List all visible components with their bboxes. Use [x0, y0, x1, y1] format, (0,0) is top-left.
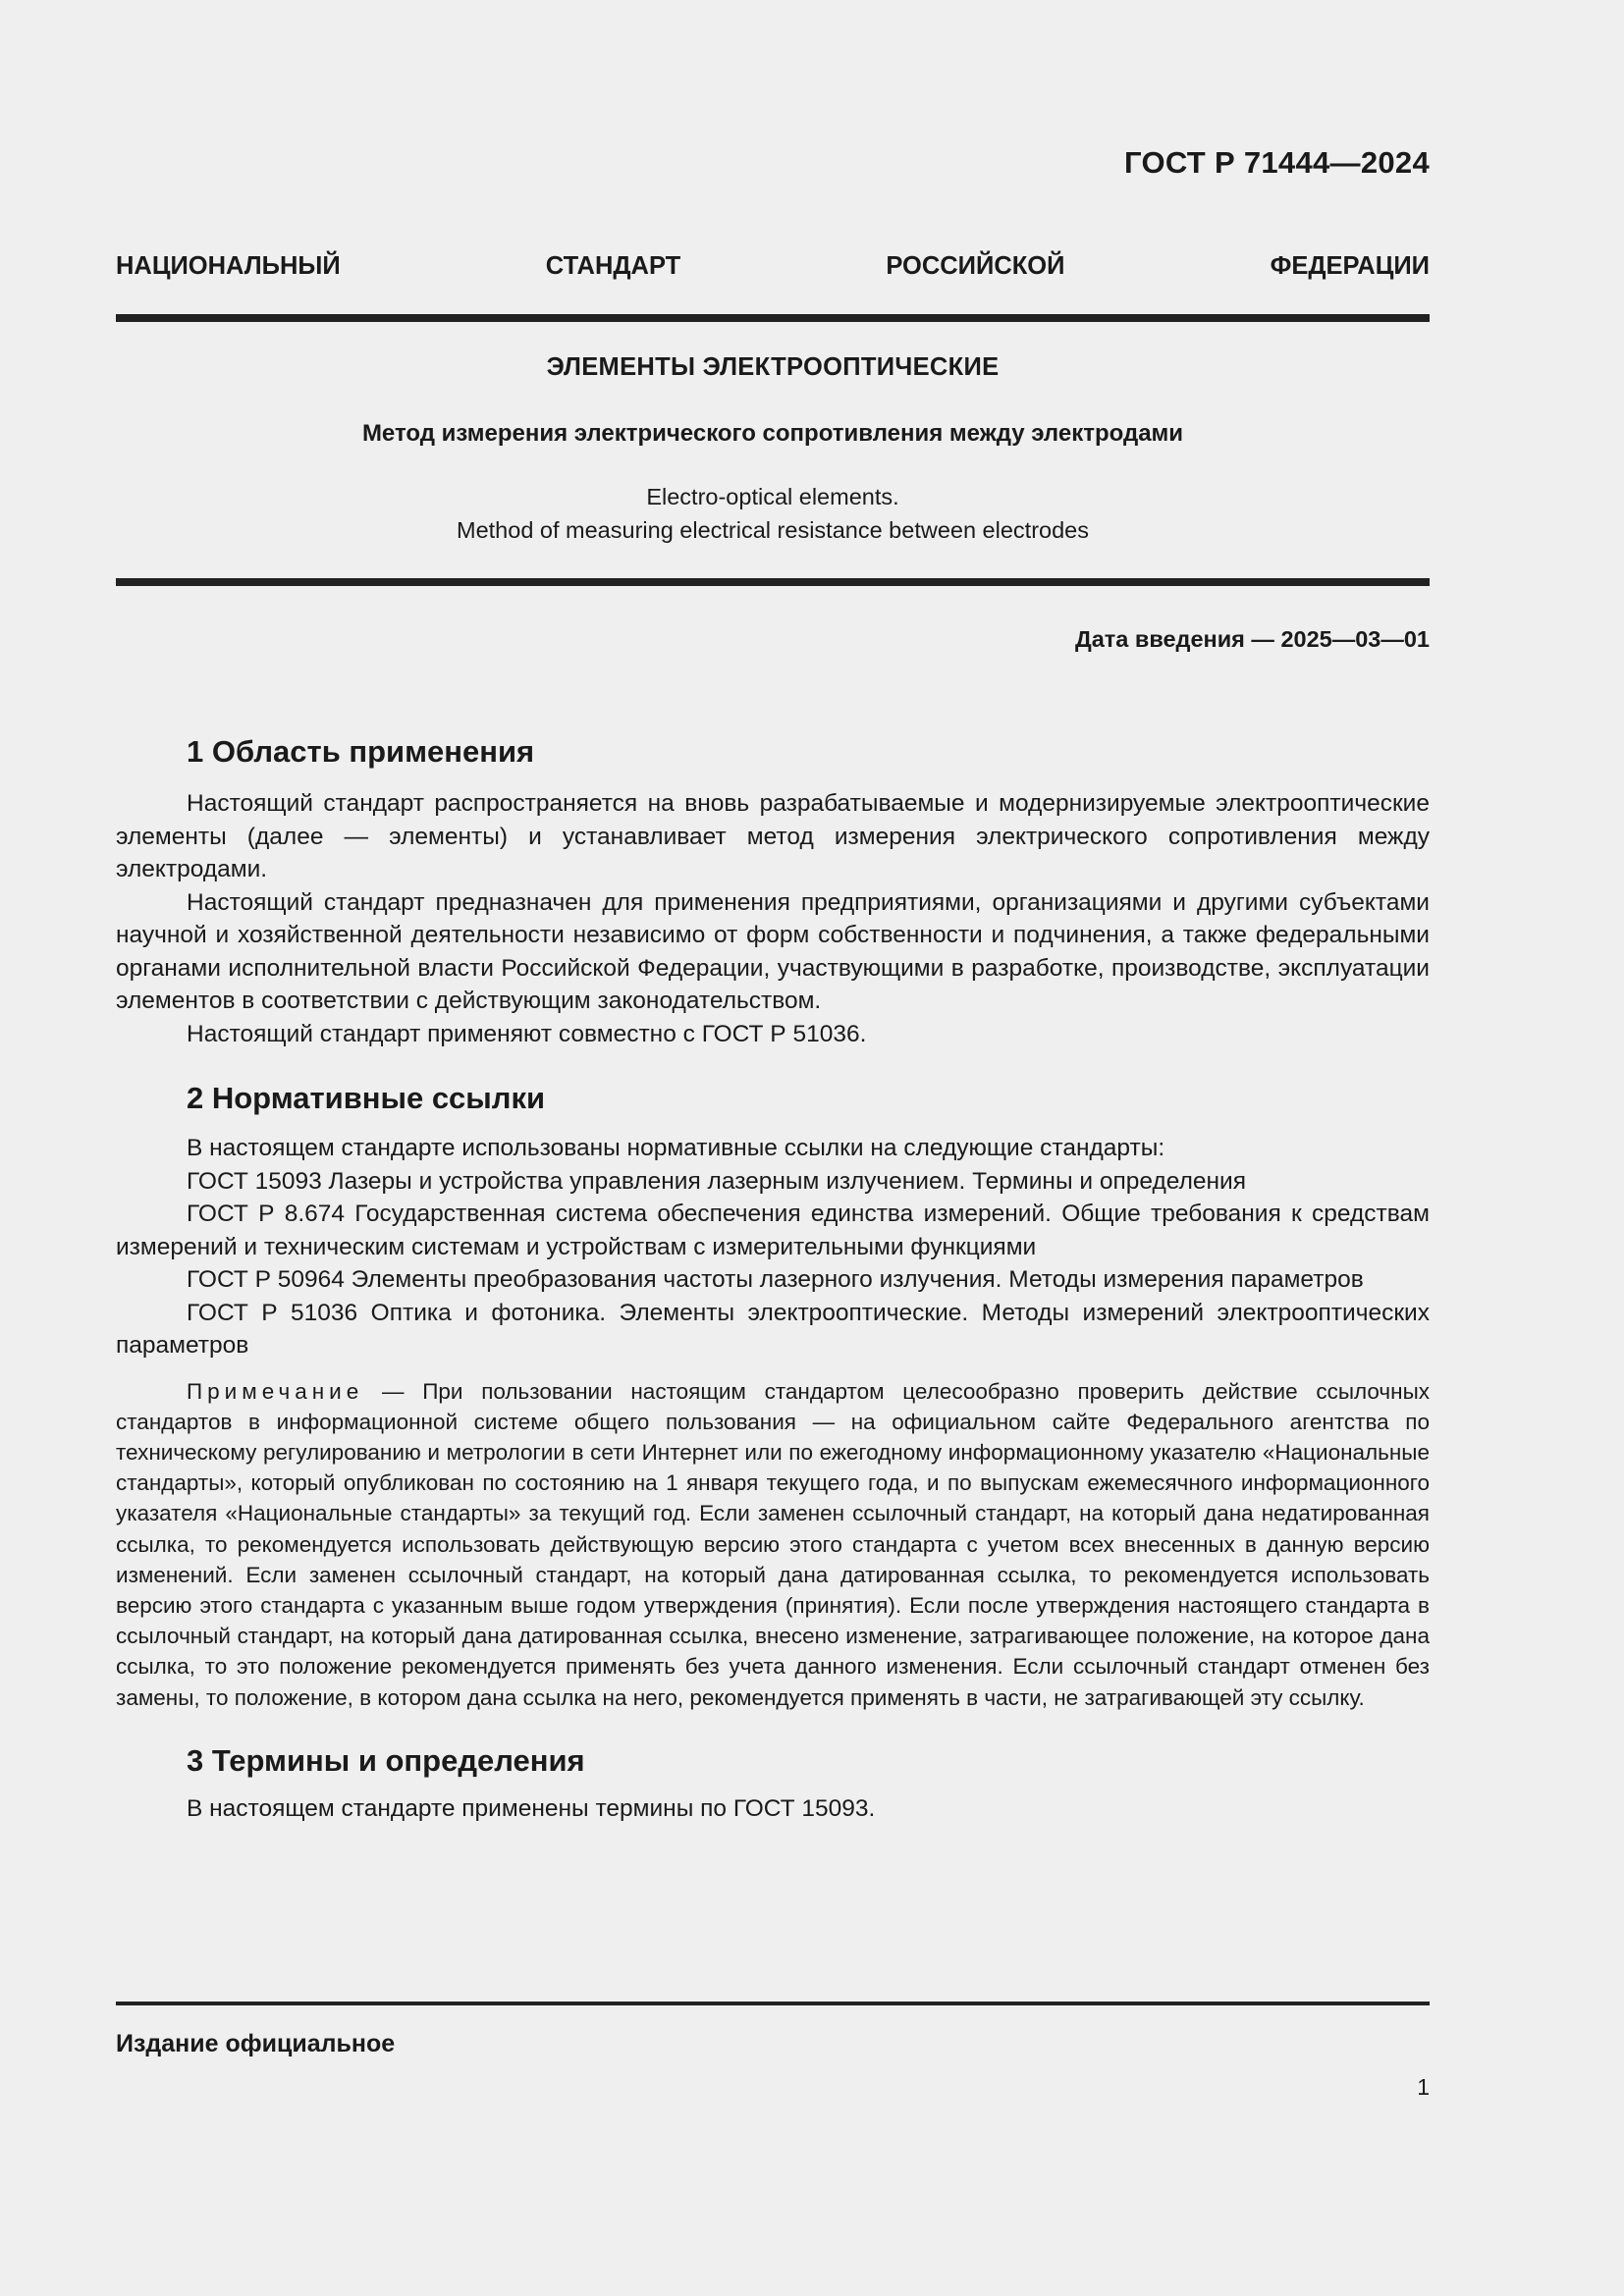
paragraph: В настоящем стандарте использованы нормативные ссылки на следующие стандарты:: [187, 1135, 1165, 1161]
document-title: ЭЛЕМЕНТЫ ЭЛЕКТРООПТИЧЕСКИЕ: [546, 353, 1000, 381]
note: [116, 1376, 1430, 1713]
document-body: [116, 730, 1430, 1825]
english-title-line-2: Method of measuring electrical resistance between electrodes: [457, 517, 1089, 543]
section-heading: 1 Область применения: [187, 734, 535, 769]
document-subtitle: Метод измерения электрического сопротивления между электродами: [361, 420, 1184, 447]
english-title: [116, 480, 1430, 547]
top-divider: [116, 314, 1430, 322]
english-title-line-1: Electro-optical elements.: [646, 484, 899, 509]
document-page: [116, 0, 1430, 2296]
introduction-date: Дата введения — 2025—03—01: [1074, 626, 1430, 652]
section-heading: 3 Термины и определения: [187, 1742, 585, 1778]
note-label: Примечание: [187, 1378, 364, 1404]
paragraph: Настоящий стандарт применяют совместно с ГОСТ Р 51036.: [187, 1020, 867, 1047]
reference-item: ГОСТ 15093 Лазеры и устройства управления лазерным излучением. Термины и определения: [187, 1167, 1246, 1195]
reference-item: ГОСТ Р 50964 Элементы преобразования частоты лазерного излучения. Методы измерения параметров: [187, 1266, 1364, 1293]
paragraph: Настоящий стандарт распространяется на вновь разрабатываемые и модернизируемые электрооптические элементы (далее — элементы) и устанавливает метод измерения электрического сопротивления между электродами.: [116, 790, 1430, 882]
national-standard-banner: НАЦИОНАЛЬНЫЙ СТАНДАРТ РОССИЙСКОЙ ФЕДЕРАЦИИ: [116, 252, 1430, 280]
paragraph: В настоящем стандарте применены термины по ГОСТ 15093.: [187, 1794, 876, 1822]
gost-code: ГОСТ Р 71444—2024: [1124, 145, 1430, 180]
title-divider: [116, 578, 1430, 586]
note-text: — При пользовании настоящим стандартом целесообразно проверить действие ссылочных стандартов в информационной системе общего пользования — на официальном сайте Федерального агентства по техническому регулированию и метрологии в сети Интернет или по ежегодному информационному указателю «Национальные стандарты», который опубликован по состоянию на 1 января текущего года, и по выпускам ежемесячного информационного указателя «Национальные стандарты» за текущий год. Если заменен ссылочный стандарт, на который дана недатированная ссылка, то рекомендуется использовать действующую версию этого стандарта с учетом всех внесенных в данную версию изменений. Если заменен ссылочный стандарт, на который дана датированная ссылка, то рекомендуется использовать версию этого стандарта с указанным выше годом утверждения (принятия). Если после утверждения настоящего стандарта в ссылочный стандарт, на который дана датированная ссылка, внесено изменение, затрагивающее положение, на которое дана ссылка, то это положение рекомендуется применять без учета данного изменения. Если ссылочный стандарт отменен без замены, то положение, в котором дана ссылка на него, рекомендуется применять в части, не затрагивающей эту ссылку.: [116, 1378, 1430, 1710]
page-number: 1: [1417, 2074, 1430, 2100]
footer-divider: [116, 2002, 1430, 2005]
section-heading: 2 Нормативные ссылки: [187, 1081, 546, 1115]
reference-item: ГОСТ Р 51036 Оптика и фотоника. Элементы электрооптические. Методы измерений электрооптических параметров: [116, 1299, 1430, 1359]
official-edition-label: Издание официальное: [116, 2030, 396, 2057]
reference-item: ГОСТ Р 8.674 Государственная система обеспечения единства измерений. Общие требования к средствам измерений и техническим системам и устройствам с измерительными функциями: [116, 1201, 1430, 1260]
paragraph: Настоящий стандарт предназначен для применения предприятиями, организациями и другими субъектами научной и хозяйственной деятельности независимо от форм собственности и подчинения, а также федеральными органами исполнительной власти Российской Федерации, участвующими в разработке, производстве, эксплуатации элементов в соответствии с действующим законодательством.: [116, 888, 1430, 1014]
